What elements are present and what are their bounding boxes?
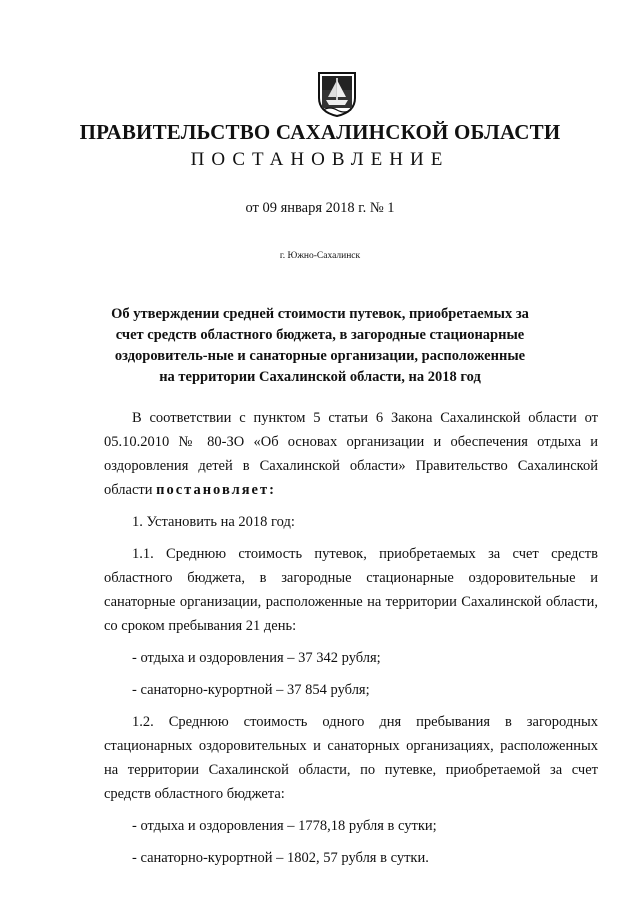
clause-1-2: 1.2. Среднюю стоимость одного дня пребывания в загородных стационарных оздоровительных и санаторных организациях, расположенных на территории Сахалинской области, по путевке, приобретаемой за счет средств областного бюджета: xyxy=(104,714,598,802)
intro-keyword: постановляет: xyxy=(156,482,276,498)
government-title: ПРАВИТЕЛЬСТВО САХАЛИНСКОЙ ОБЛАСТИ xyxy=(79,120,561,144)
clause-1-2-item-sanatorium: - санаторно-курортной – 1802, 57 рубля в сутки. xyxy=(132,850,429,866)
clause-1-1: 1.1. Среднюю стоимость путевок, приобретаемых за счет средств областного бюджета, в загородные стационарные оздоровительные и санаторные организации, расположенные на территории Сахалинской области, со сроком пребывания 21 день: xyxy=(104,546,598,634)
coat-of-arms-icon xyxy=(316,70,358,118)
document-date: от 09 января 2018 г. № 1 xyxy=(245,200,395,216)
document-type: ПОСТАНОВЛЕНИЕ xyxy=(190,149,450,170)
document-subject: Об утверждении средней стоимости путевок, приобретаемых за счет средств областного бюджета, в загородные стационарные оздоровитель-ные и санаторные организации, расположенные на территории Сахалинской области, на 2018 год xyxy=(111,306,529,385)
document-city: г. Южно-Сахалинск xyxy=(279,251,361,261)
clause-1: 1. Установить на 2018 год: xyxy=(132,514,295,530)
clause-1-1-item-sanatorium: - санаторно-курортной – 37 854 рубля; xyxy=(132,682,370,698)
document-body xyxy=(104,406,598,878)
intro-paragraph xyxy=(104,406,598,502)
clause-1-2-item-rest: - отдыха и оздоровления – 1778,18 рубля в сутки; xyxy=(132,818,437,834)
intro-text: В соответствии с пунктом 5 статьи 6 Закона Сахалинской области от 05.10.2010 № 80-ЗО «Об основах организации и обеспечения отдыха и оздоровления детей в Сахалинской области» Правительство Сахалинской области xyxy=(104,410,598,498)
clause-1-1-item-rest: - отдыха и оздоровления – 37 342 рубля; xyxy=(132,650,381,666)
